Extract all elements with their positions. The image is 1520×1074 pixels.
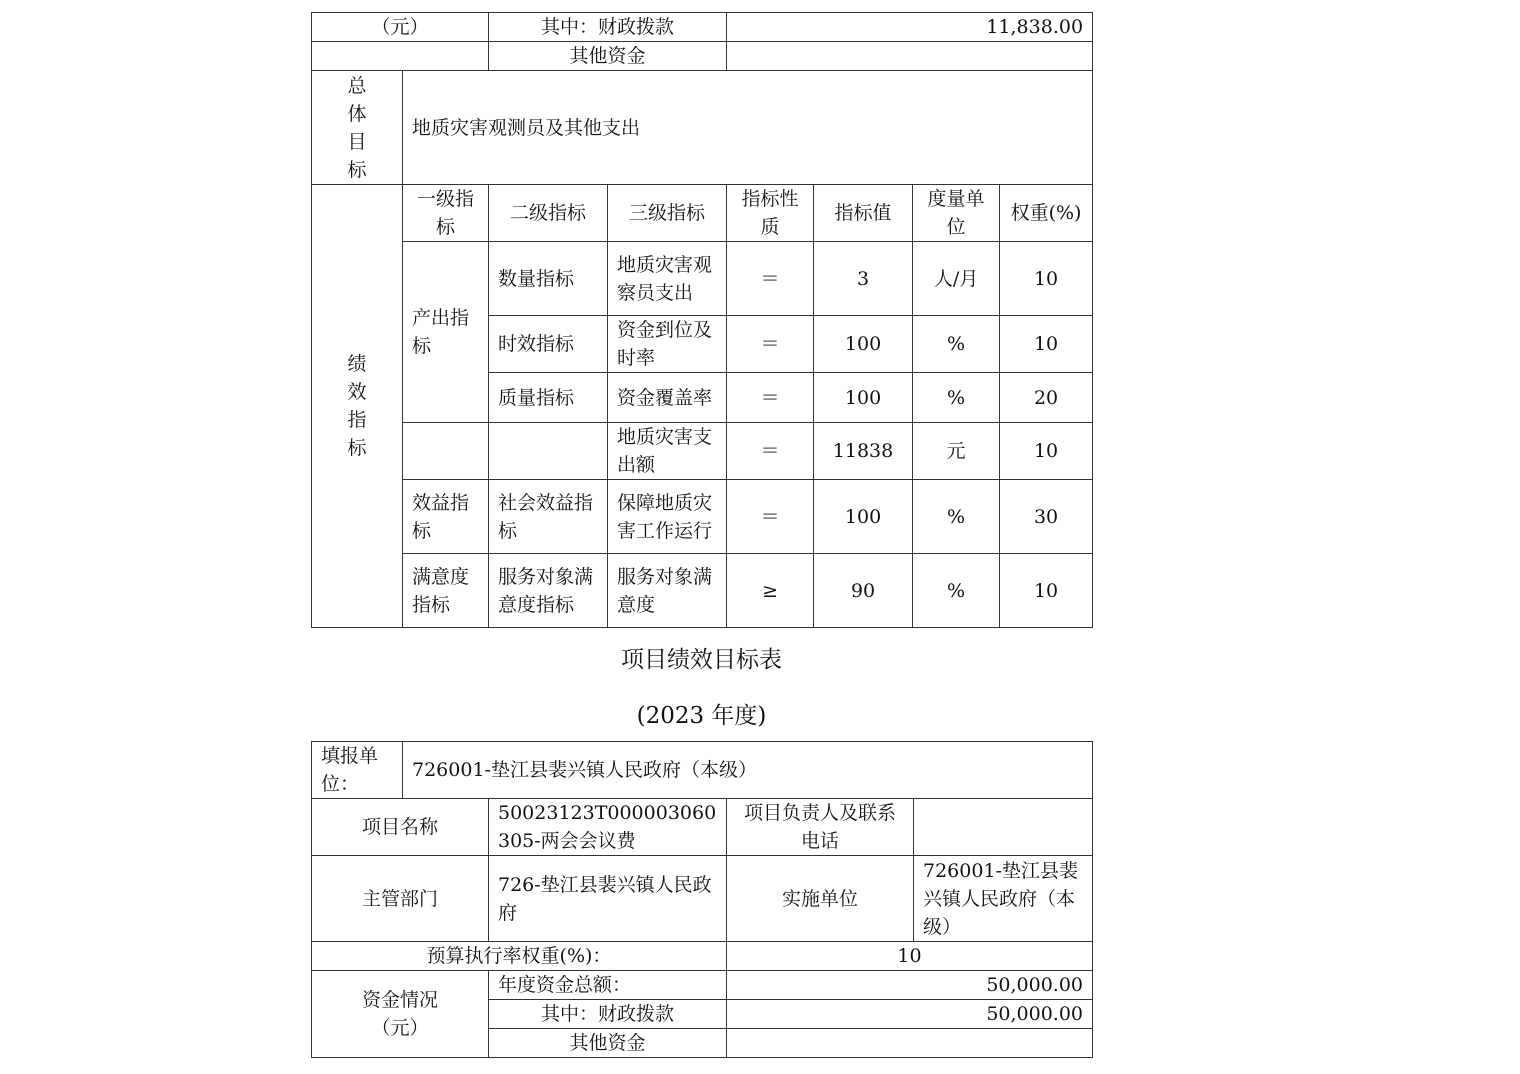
level1-cell — [403, 423, 489, 480]
table-row — [312, 480, 1093, 554]
level3-cell: 资金到位及时率 — [608, 316, 727, 373]
unit-label: 填报单位： — [312, 742, 403, 799]
dept-value: 726-垫江县裴兴镇人民政府 — [489, 856, 727, 942]
value-cell: 11838 — [814, 423, 913, 480]
annual-total-label: 年度资金总额： — [489, 971, 727, 1000]
value-cell: 3 — [814, 242, 913, 316]
header-value: 指标值 — [814, 185, 913, 242]
unit-value: 726001-垫江县裴兴镇人民政府（本级） — [403, 742, 1093, 799]
level1-cell: 效益指标 — [403, 480, 489, 554]
budget-rate-label: 预算执行率权重(%)： — [312, 942, 727, 971]
table-row — [312, 242, 1093, 316]
fiscal-value: 50,000.00 — [727, 1000, 1093, 1029]
project-info-table — [311, 741, 1093, 1058]
impl-label: 实施单位 — [727, 856, 914, 942]
unit-cell: % — [913, 373, 1000, 423]
funds-unit-label: （元） — [312, 13, 489, 42]
annual-total-value: 50,000.00 — [727, 971, 1093, 1000]
fiscal-label: 其中：财政拨款 — [489, 13, 727, 42]
level2-cell: 社会效益指标 — [489, 480, 608, 554]
page-subtitle: (2023 年度) — [636, 703, 767, 729]
level3-cell: 服务对象满意度 — [608, 554, 727, 628]
level3-cell: 资金覆盖率 — [608, 373, 727, 423]
table-row — [312, 554, 1093, 628]
fiscal-label: 其中：财政拨款 — [489, 1000, 727, 1029]
weight-cell: 10 — [1000, 242, 1093, 316]
fiscal-value: 11,838.00 — [727, 13, 1093, 42]
value-cell: 90 — [814, 554, 913, 628]
output-indicator-label: 产出指标 — [403, 242, 489, 423]
performance-indicators-label: 绩效指标 — [312, 185, 403, 628]
unit-cell: 元 — [913, 423, 1000, 480]
level2-cell: 数量指标 — [489, 242, 608, 316]
table-row — [312, 423, 1093, 480]
other-funds-label: 其他资金 — [489, 1029, 727, 1058]
weight-cell: 10 — [1000, 423, 1093, 480]
contact-value — [914, 799, 1093, 856]
unit-cell: % — [913, 316, 1000, 373]
value-cell: 100 — [814, 480, 913, 554]
level2-cell: 服务对象满意度指标 — [489, 554, 608, 628]
nature-cell: ＝ — [727, 480, 814, 554]
level1-cell: 满意度指标 — [403, 554, 489, 628]
funds-unit-empty — [312, 42, 489, 71]
performance-table-continued — [311, 12, 1093, 628]
nature-cell: ≥ — [727, 554, 814, 628]
level3-cell: 保障地质灾害工作运行 — [608, 480, 727, 554]
level2-cell — [489, 423, 608, 480]
header-level2: 二级指标 — [489, 185, 608, 242]
impl-value: 726001-垫江县裴兴镇人民政府（本级） — [914, 856, 1093, 942]
header-nature: 指标性质 — [727, 185, 814, 242]
overall-goal-text: 地质灾害观测员及其他支出 — [403, 71, 1093, 185]
level2-cell: 时效指标 — [489, 316, 608, 373]
overall-goal-label: 总体目标 — [312, 71, 403, 185]
budget-rate-value: 10 — [727, 942, 1093, 971]
funds-label: 资金情况（元） — [312, 971, 489, 1058]
weight-cell: 30 — [1000, 480, 1093, 554]
nature-cell: ＝ — [727, 423, 814, 480]
weight-cell: 20 — [1000, 373, 1093, 423]
header-unit: 度量单位 — [913, 185, 1000, 242]
level2-cell: 质量指标 — [489, 373, 608, 423]
header-weight: 权重(%) — [1000, 185, 1093, 242]
unit-cell: % — [913, 480, 1000, 554]
weight-cell: 10 — [1000, 554, 1093, 628]
dept-label: 主管部门 — [312, 856, 489, 942]
value-cell: 100 — [814, 316, 913, 373]
header-level1: 一级指标 — [403, 185, 489, 242]
nature-cell: ＝ — [727, 373, 814, 423]
other-funds-label: 其他资金 — [489, 42, 727, 71]
other-funds-value — [727, 42, 1093, 71]
weight-cell: 10 — [1000, 316, 1093, 373]
nature-cell: ＝ — [727, 242, 814, 316]
unit-cell: 人/月 — [913, 242, 1000, 316]
level3-cell: 地质灾害观察员支出 — [608, 242, 727, 316]
other-funds-value — [727, 1029, 1093, 1058]
unit-cell: % — [913, 554, 1000, 628]
page-title: 项目绩效目标表 — [621, 647, 782, 673]
project-name-value: 50023123T000003060305-两会会议费 — [489, 799, 727, 856]
header-level3: 三级指标 — [608, 185, 727, 242]
contact-label: 项目负责人及联系电话 — [727, 799, 914, 856]
nature-cell: ＝ — [727, 316, 814, 373]
level3-cell: 地质灾害支出额 — [608, 423, 727, 480]
project-name-label: 项目名称 — [312, 799, 489, 856]
value-cell: 100 — [814, 373, 913, 423]
